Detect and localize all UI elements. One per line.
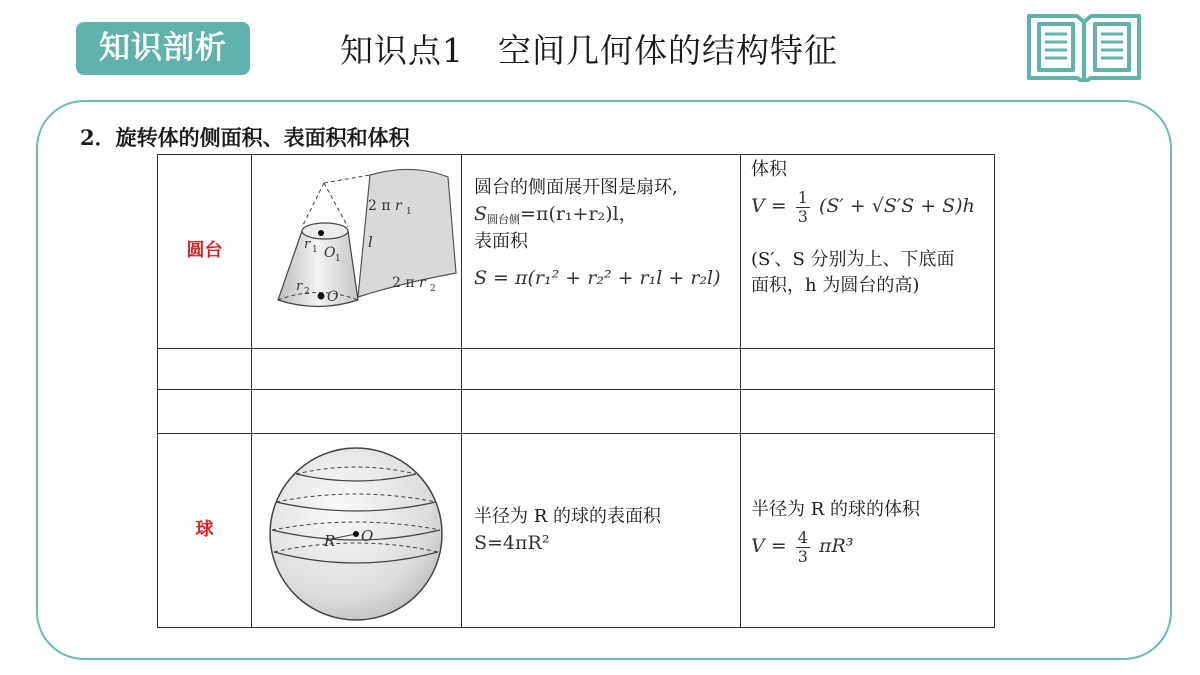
svg-text:2 π r: 2 π r	[368, 198, 402, 214]
svg-text:2 π r: 2 π r	[392, 275, 426, 291]
svg-text:1: 1	[406, 207, 412, 217]
empty-cell	[158, 349, 252, 390]
area-cell	[462, 155, 741, 349]
area-cell	[462, 434, 741, 628]
svg-text:2: 2	[304, 287, 310, 297]
empty-cell	[158, 390, 252, 434]
table-row-sphere	[158, 434, 995, 628]
svg-text:O: O	[361, 527, 374, 545]
solid-name: 球	[158, 434, 252, 628]
area-description: 圆台的侧面展开图是扇环,	[474, 177, 678, 198]
svg-text:r: r	[296, 279, 303, 294]
section-heading: 2．旋转体的侧面积、表面积和体积	[80, 125, 410, 150]
empty-cell	[462, 349, 741, 390]
empty-cell	[741, 349, 995, 390]
volume-note: (S′、S 分别为上、下底面	[751, 249, 955, 271]
volume-cell	[741, 155, 995, 349]
surface-area-formula: S = π(r₁² + r₂² + r₁l + r₂l)	[474, 266, 721, 289]
svg-text:r: r	[304, 237, 311, 252]
sphere-figure	[252, 434, 460, 626]
lateral-area-formula: $S_{圆台侧}=\pi(r_1+r_2)l$，	[474, 203, 638, 227]
empty-cell	[252, 390, 462, 434]
svg-text:R: R	[324, 532, 336, 550]
svg-text:1: 1	[335, 254, 341, 264]
svg-text:O: O	[327, 289, 339, 305]
table-row-frustum	[158, 155, 995, 349]
formula-table	[157, 154, 995, 628]
svg-text:O: O	[324, 245, 336, 261]
solid-name: 圆台	[158, 155, 252, 349]
sphere-area-description: 半径为 R 的球的表面积	[474, 505, 661, 527]
volume-note-cont: 面积，h 为圆台的高)	[751, 275, 920, 297]
empty-cell	[252, 349, 462, 390]
surface-area-label: 表面积	[474, 230, 528, 252]
empty-cell	[741, 390, 995, 434]
table-row-empty	[158, 349, 995, 390]
table-row-empty	[158, 390, 995, 434]
volume-formula: V = $\frac{1}{3}$ (S′ + √S′S + S)h	[751, 188, 975, 226]
svg-text:l: l	[368, 233, 373, 251]
volume-label: 体积	[751, 159, 787, 180]
empty-cell	[462, 390, 741, 434]
open-book-icon	[1025, 10, 1143, 82]
figure-cell	[252, 155, 462, 349]
sphere-volume-description: 半径为 R 的球的体积	[751, 499, 920, 521]
figure-cell	[252, 434, 462, 628]
page-title: 知识点1 空间几何体的结构特征	[340, 31, 838, 70]
svg-text:1: 1	[312, 245, 318, 255]
volume-cell	[741, 434, 995, 628]
sphere-surface-formula: S=4πR²	[474, 531, 550, 554]
sphere-volume-formula: V = $\frac{4}{3}$ πR³	[751, 528, 854, 567]
frustum-unfolded-figure	[252, 155, 460, 347]
section-badge: 知识剖析	[76, 22, 250, 75]
svg-text:2: 2	[430, 284, 436, 294]
